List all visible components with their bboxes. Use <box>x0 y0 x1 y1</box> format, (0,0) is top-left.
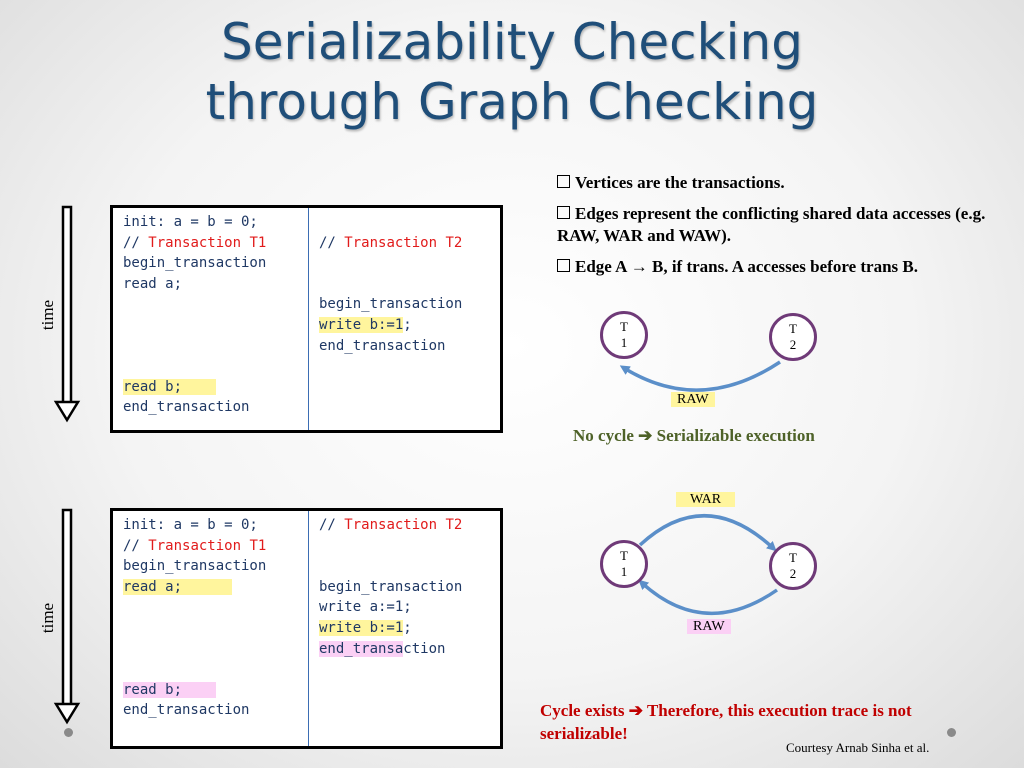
code-line: begin_transaction <box>123 255 267 272</box>
t1-code-column <box>113 511 309 746</box>
decorative-dot <box>64 728 73 737</box>
highlighted-write-b: write b:=1 <box>319 316 404 333</box>
no-cycle-conclusion <box>573 426 815 446</box>
comment-prefix: // <box>319 234 345 251</box>
comment-prefix: // <box>123 537 149 554</box>
code-line: read a; <box>123 275 183 292</box>
decorative-dot <box>947 728 956 737</box>
cycle-conclusion <box>540 699 920 745</box>
bullet-list <box>557 172 987 287</box>
code-line <box>319 618 500 639</box>
node-label: 1 <box>620 564 628 579</box>
node-label: T <box>620 319 628 334</box>
comment-prefix: // <box>319 517 345 533</box>
transaction-comment: Transaction T1 <box>148 537 267 554</box>
checkbox-bullet-icon <box>557 175 570 188</box>
highlighted-read-b: read b; <box>123 682 216 698</box>
courtesy-note: Courtesy Arnab Sinha et al. <box>786 740 930 755</box>
code-line: end_transaction <box>123 702 250 719</box>
conclusion-suffix: Serializable execution <box>656 426 815 445</box>
time-arrow-2 <box>56 510 78 722</box>
graph1-node-t2 <box>769 313 817 361</box>
code-line: write a:=1; <box>319 599 412 616</box>
semicolon: ; <box>403 316 412 333</box>
conclusion-prefix: No cycle <box>573 426 634 445</box>
code-line <box>123 680 308 701</box>
node-label: 1 <box>620 335 628 350</box>
node-label: T <box>789 550 797 565</box>
comment-prefix: // <box>123 234 149 251</box>
bullet-item <box>557 256 987 278</box>
highlighted-end-transaction: end_transa <box>319 640 404 657</box>
conclusion-prefix: Cycle exists <box>540 701 625 720</box>
edge-war-2 <box>640 516 773 548</box>
code-line <box>319 515 500 536</box>
graph2-edge-label-war: WAR <box>676 492 735 507</box>
bullet-text: Edges represent the conflicting shared data accesses (e.g. RAW, WAR and WAW). <box>557 204 986 245</box>
graph1-edge-label-raw: RAW <box>671 392 715 407</box>
highlighted-read-a: read a; <box>123 579 232 595</box>
graph2-edge-label-raw: RAW <box>687 619 731 634</box>
code-line: end_transaction <box>123 399 250 416</box>
t2-code-column <box>309 511 500 746</box>
bullet-item <box>557 172 987 194</box>
highlighted-read-b: read b; <box>123 379 216 395</box>
code-line <box>123 233 308 254</box>
code-line <box>123 377 308 398</box>
transaction-comment: Transaction T1 <box>148 234 267 251</box>
code-line <box>123 536 308 557</box>
t2-code-column <box>309 208 500 430</box>
bullet-item <box>557 203 987 247</box>
semicolon: ; <box>403 619 412 636</box>
bullet-text: Edge A → B, if trans. A accesses before trans B. <box>575 257 918 276</box>
highlighted-write-b: write b:=1 <box>319 619 404 636</box>
right-arrow-icon: ➔ <box>638 426 653 445</box>
edge-raw-1 <box>624 362 780 390</box>
code-line <box>123 577 308 598</box>
node-label: 2 <box>789 337 797 352</box>
node-label: T <box>620 548 628 563</box>
edge-raw-2 <box>642 583 777 613</box>
time-label-1: time <box>38 299 58 331</box>
node-label: T <box>789 321 797 336</box>
title-line-2: through Graph Checking <box>205 73 819 131</box>
code-box-2 <box>110 508 503 749</box>
t1-code-column <box>113 208 309 430</box>
checkbox-bullet-icon <box>557 259 570 272</box>
code-line: begin_transaction <box>319 578 463 595</box>
code-line: end_transaction <box>319 337 446 354</box>
transaction-comment: Transaction T2 <box>344 234 463 251</box>
graph2-node-t1 <box>600 540 648 588</box>
node-label: 2 <box>789 566 797 581</box>
graph1-node-t1 <box>600 311 648 359</box>
transaction-comment: Transaction T2 <box>344 517 463 533</box>
checkbox-bullet-icon <box>557 206 570 219</box>
time-label-2: time <box>38 602 58 634</box>
code-line: init: a = b = 0; <box>123 517 258 533</box>
time-arrow-1 <box>56 207 78 420</box>
code-line <box>319 315 500 336</box>
graph2-node-t2 <box>769 542 817 590</box>
code-line: begin_transaction <box>319 296 463 313</box>
end-transaction-rest: ction <box>403 640 446 657</box>
conclusion-suffix: Therefore, this execution trace is not serializable! <box>540 701 912 743</box>
title-line-1: Serializability Checking <box>221 13 803 71</box>
code-line <box>319 639 500 660</box>
code-line: begin_transaction <box>123 558 267 575</box>
code-line <box>319 233 500 254</box>
bullet-text: Vertices are the transactions. <box>575 173 785 192</box>
code-line: init: a = b = 0; <box>123 214 258 230</box>
right-arrow-icon: ➔ <box>628 701 644 720</box>
code-box-1 <box>110 205 503 433</box>
